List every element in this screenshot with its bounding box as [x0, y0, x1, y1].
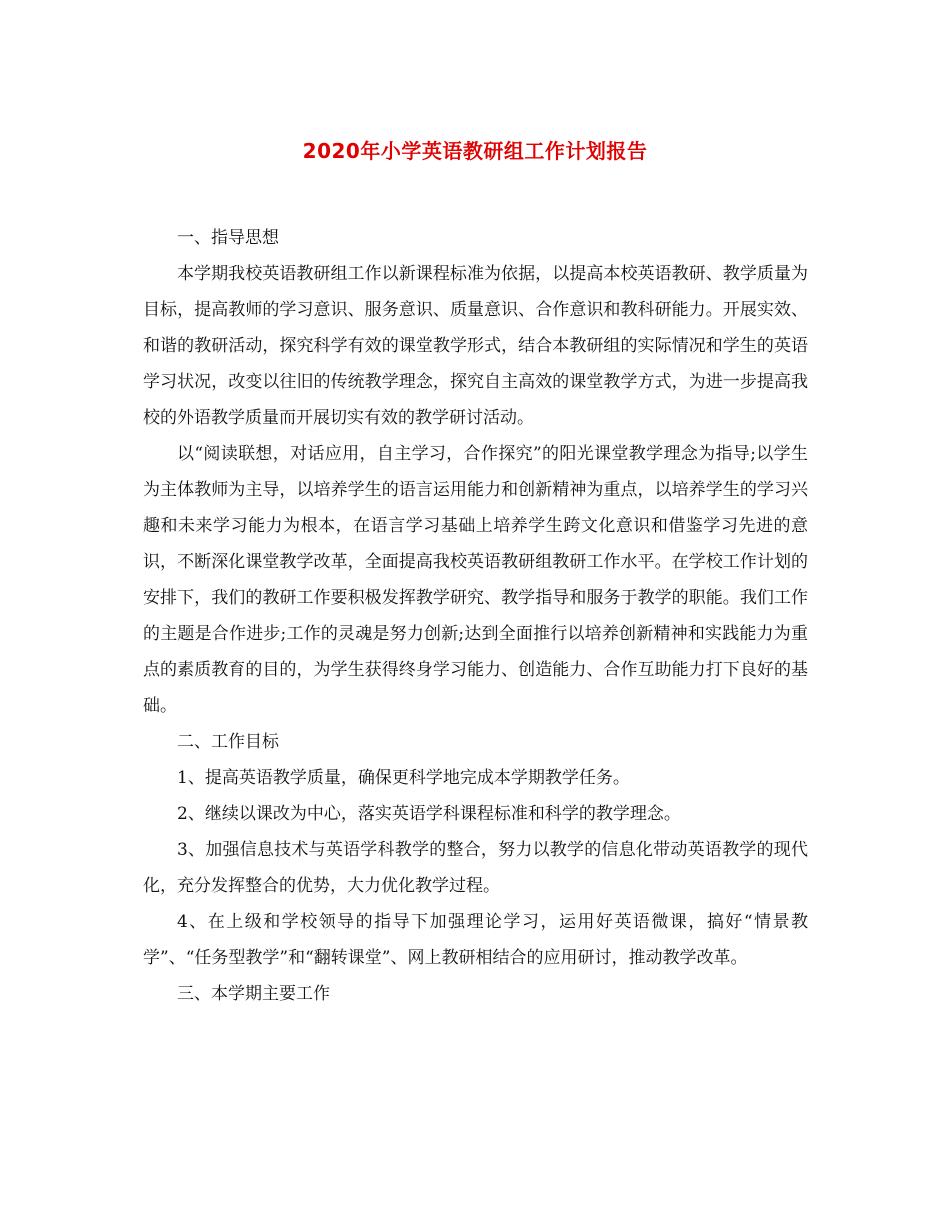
goal-item-3: 3、加强信息技术与英语学科教学的整合，努力以教学的信息化带动英语教学的现代化，充分发挥整合的优势，大力优化教学过程。: [143, 840, 808, 896]
paragraph-intro: 本学期我校英语教研组工作以新课程标准为依据，以提高本校英语教研、教学质量为目标，提高教师的学习意识、服务意识、质量意识、合作意识和教科研能力。开展实效、和谐的教研活动，探究科学有效的课堂教学形式，结合本教研组的实际情况和学生的英语学习状况，改变以往旧的传统教学理念，探究自主高效的课堂教学方式，为进一步提高我校的外语教学质量而开展切实有效的教学研讨活动。: [143, 264, 808, 428]
section-heading-main-work: 三、本学期主要工作: [177, 984, 330, 1004]
goal-item-2: 2、继续以课改为中心，落实英语学科课程标准和科学的教学理念。: [177, 804, 681, 824]
section-heading-work-goals: 二、工作目标: [177, 732, 279, 752]
goal-item-4: 4、在上级和学校领导的指导下加强理论学习，运用好英语微课，搞好“情景教学”、“任务型教学”和“翻转课堂”、网上教研相结合的应用研讨，推动教学改革。: [143, 912, 808, 968]
document-title: 2020年小学英语教研组工作计划报告: [302, 139, 648, 163]
document-body: [143, 220, 808, 1012]
goal-item-1: 1、提高英语教学质量，确保更科学地完成本学期教学任务。: [177, 768, 630, 788]
section-heading-guiding-ideology: 一、指导思想: [177, 228, 279, 248]
paragraph-teaching-philosophy: 以“阅读联想，对话应用，自主学习，合作探究”的阳光课堂教学理念为指导;以学生为主体教师为主导，以培养学生的语言运用能力和创新精神为重点，以培养学生的学习兴趣和未来学习能力为根本，在语言学习基础上培养学生跨文化意识和借鉴学习先进的意识，不断深化课堂教学改革，全面提高我校英语教研组教研工作水平。在学校工作计划的安排下，我们的教研工作要积极发挥教学研究、教学指导和服务于教学的职能。我们工作的主题是合作进步;工作的灵魂是努力创新;达到全面推行以培养创新精神和实践能力为重点的素质教育的目的，为学生获得终身学习能力、创造能力、合作互助能力打下良好的基础。: [143, 444, 808, 716]
